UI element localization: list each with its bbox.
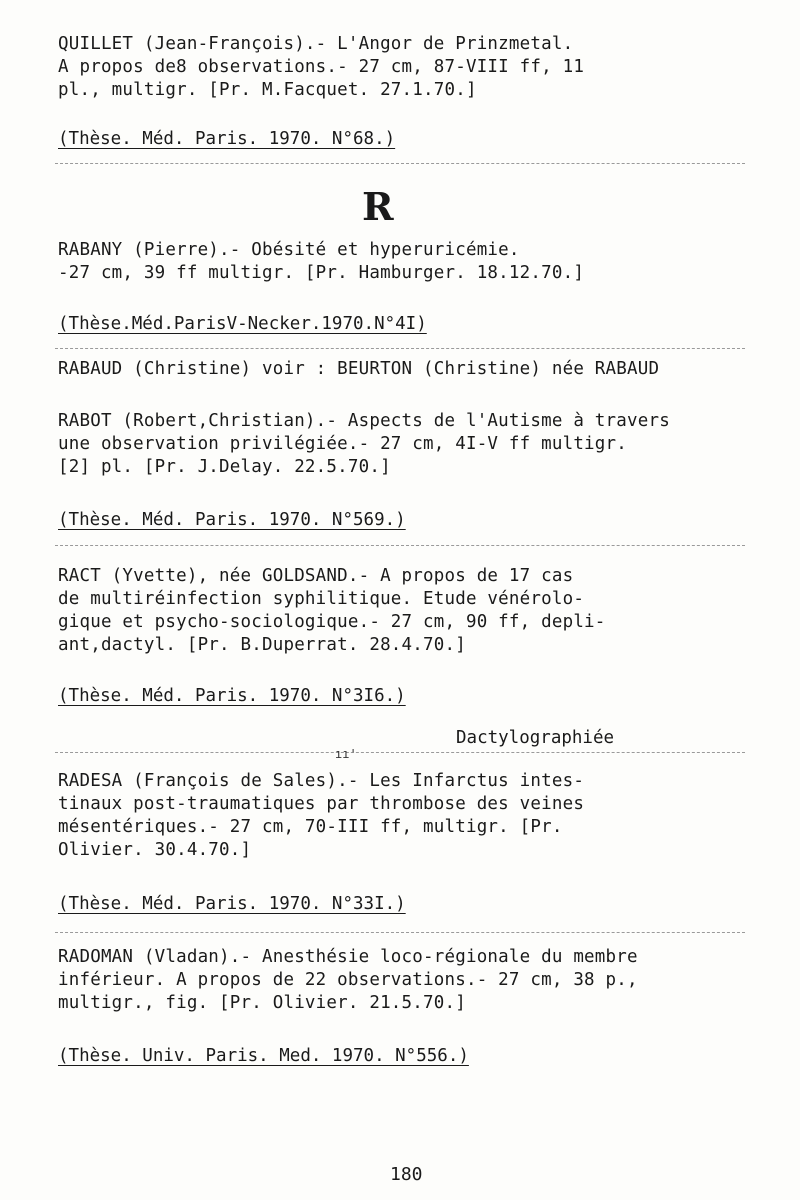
entry-line: Olivier. 30.4.70.] — [58, 840, 252, 860]
entry-line: RACT (Yvette), née GOLDSAND.- A propos de 17 cas — [58, 566, 574, 586]
dactylographiee-note: Dactylographiée — [456, 728, 615, 748]
page-number: 180 — [390, 1164, 423, 1185]
catalog-entry-radesa — [58, 770, 758, 862]
catalog-entry-quillet — [58, 33, 758, 102]
entry-line: une observation privilégiée.- 27 cm, 4I-V ff multigr. — [58, 434, 628, 454]
entry-line: de multiréinfection syphilitique. Etude vénérolo- — [58, 589, 585, 609]
catalog-entry-rabot — [58, 410, 758, 479]
entry-line: -27 cm, 39 ff multigr. [Pr. Hamburger. 18.12.70.] — [58, 263, 585, 283]
entry-line: A propos de8 observations.- 27 cm, 87-VIII ff, 11 — [58, 57, 585, 77]
thesis-reference: (Thèse. Méd. Paris. 1970. N°33I.) — [58, 894, 406, 914]
entry-line: tinaux post-traumatiques par thrombose des veines — [58, 794, 585, 814]
catalog-entry-radoman — [58, 946, 758, 1015]
entry-line: ant,dactyl. [Pr. B.Duperrat. 28.4.70.] — [58, 635, 466, 655]
entry-line: [2] pl. [Pr. J.Delay. 22.5.70.] — [58, 457, 391, 477]
entry-line: gique et psycho-sociologique.- 27 cm, 90 ff, depli- — [58, 612, 606, 632]
section-letter: R — [362, 184, 394, 229]
catalog-entry-rabaud — [58, 358, 758, 381]
separator — [55, 163, 745, 164]
separator — [55, 545, 745, 546]
entry-line: QUILLET (Jean-François).- L'Angor de Prinzmetal. — [58, 34, 574, 54]
separator — [55, 348, 745, 349]
thesis-reference: (Thèse.Méd.ParisV-Necker.1970.N°4I) — [58, 314, 427, 334]
entry-line: multigr., fig. [Pr. Olivier. 21.5.70.] — [58, 993, 466, 1013]
entry-line: RADOMAN (Vladan).- Anesthésie loco-régionale du membre — [58, 947, 638, 967]
pencil-mark: ıı' — [335, 747, 357, 761]
entry-line: RABANY (Pierre).- Obésité et hyperuricémie. — [58, 240, 520, 260]
separator — [55, 932, 745, 933]
entry-line: RABAUD (Christine) voir : BEURTON (Christine) née RABAUD — [58, 359, 660, 379]
entry-line: RADESA (François de Sales).- Les Infarctus intes- — [58, 771, 585, 791]
thesis-reference: (Thèse. Méd. Paris. 1970. N°569.) — [58, 510, 406, 530]
separator — [55, 752, 745, 753]
thesis-reference: (Thèse. Méd. Paris. 1970. N°3I6.) — [58, 686, 406, 706]
entry-line: inférieur. A propos de 22 observations.- 27 cm, 38 p., — [58, 970, 638, 990]
catalog-entry-rabany — [58, 239, 758, 285]
entry-line: mésentériques.- 27 cm, 70-III ff, multigr. [Pr. — [58, 817, 563, 837]
entry-line: RABOT (Robert,Christian).- Aspects de l'Autisme à travers — [58, 411, 670, 431]
thesis-reference: (Thèse. Méd. Paris. 1970. N°68.) — [58, 129, 396, 149]
thesis-reference: (Thèse. Univ. Paris. Med. 1970. N°556.) — [58, 1046, 469, 1066]
bleed-through-text — [430, 170, 439, 191]
catalog-entry-ract — [58, 565, 758, 657]
entry-line: pl., multigr. [Pr. M.Facquet. 27.1.70.] — [58, 80, 477, 100]
